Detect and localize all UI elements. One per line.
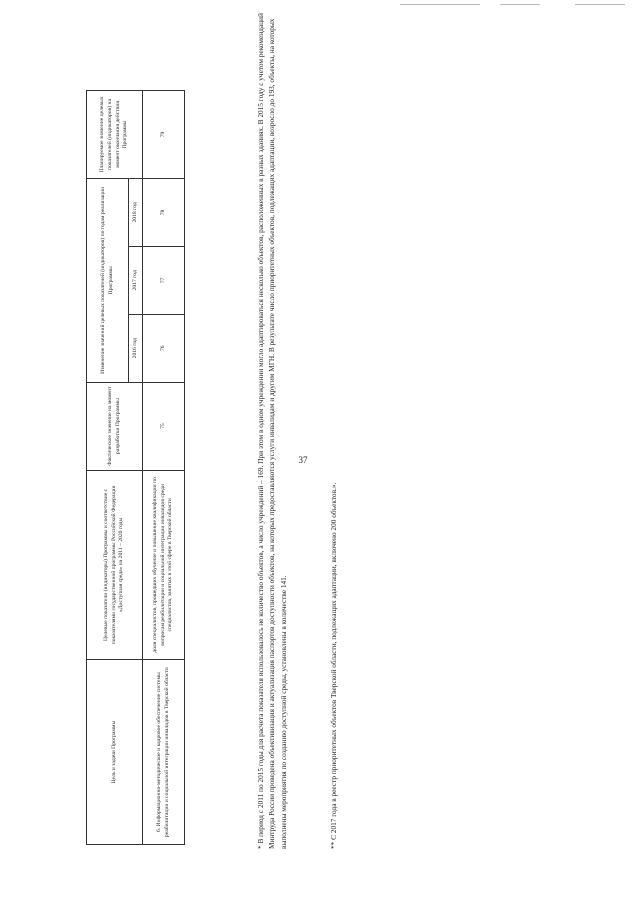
header-indicators: Целевые показатели (индикаторы) Программы и соответствие с показателями государственной программы Российской Федерации «Доступная среда» на 2011 – 2020 годы — [87, 470, 143, 660]
header-change: Изменение значений целевых показателей (индикаторов) по годам реализации Программы — [87, 178, 129, 382]
table-header-row — [87, 91, 129, 845]
header-2018: 2018 год — [129, 178, 143, 246]
header-goal: Цель и задачи Программы — [87, 660, 143, 845]
indicators-table — [86, 90, 185, 845]
cell-actual: 75 — [143, 382, 185, 470]
cell-2016: 76 — [143, 314, 185, 382]
cell-planned: 79 — [143, 91, 185, 179]
page-number: 37 — [298, 455, 308, 465]
footnote-2: ** С 2017 года в реестр приоритетных объектов Тверской области, подлежащих адаптации, включено 200 объектов.». — [329, 482, 338, 849]
cell-2017: 77 — [143, 246, 185, 314]
header-2017: 2017 год — [129, 246, 143, 314]
cell-goal: 6. Информационно-методическое и кадровое обеспечение системы реабилитации и социальной интеграции инвалидов в Тверской области — [143, 660, 185, 845]
header-actual: Фактическое значение на момент разработки Программы — [87, 382, 143, 470]
table-row — [143, 91, 185, 845]
cell-2018: 78 — [143, 178, 185, 246]
cell-indicator: доля специалистов, прошедших обучение и повышение квалификации по вопросам реабилитации и социальной интеграции инвалидов среди специалистов, занятых в этой сфере в Тверской области — [143, 470, 185, 660]
header-2016: 2016 год — [129, 314, 143, 382]
header-planned: Планируемое значение целевых показателей (индикаторов) на момент окончания действия Программы — [87, 91, 143, 179]
footnote-1: * В период с 2011 по 2015 годы для расчета показателя использовалось не количество объектов, а число учреждений – 169. При этом в одном учреждении могло адаптироваться несколько объектов, расположенных в разных зданиях. В 2015 году с учетом рекомендаций Минтруда России проведена объективизация и актуализация паспортов доступности объектов, на которых предоставляются услуги инвалидам и другим МГН. В результате число приоритетных объектов, подлежащих адаптации, возросло до 193, объекты, на которых выполнены мероприятия по созданию доступной среды, установлены в количестве 141. — [256, 13, 288, 849]
